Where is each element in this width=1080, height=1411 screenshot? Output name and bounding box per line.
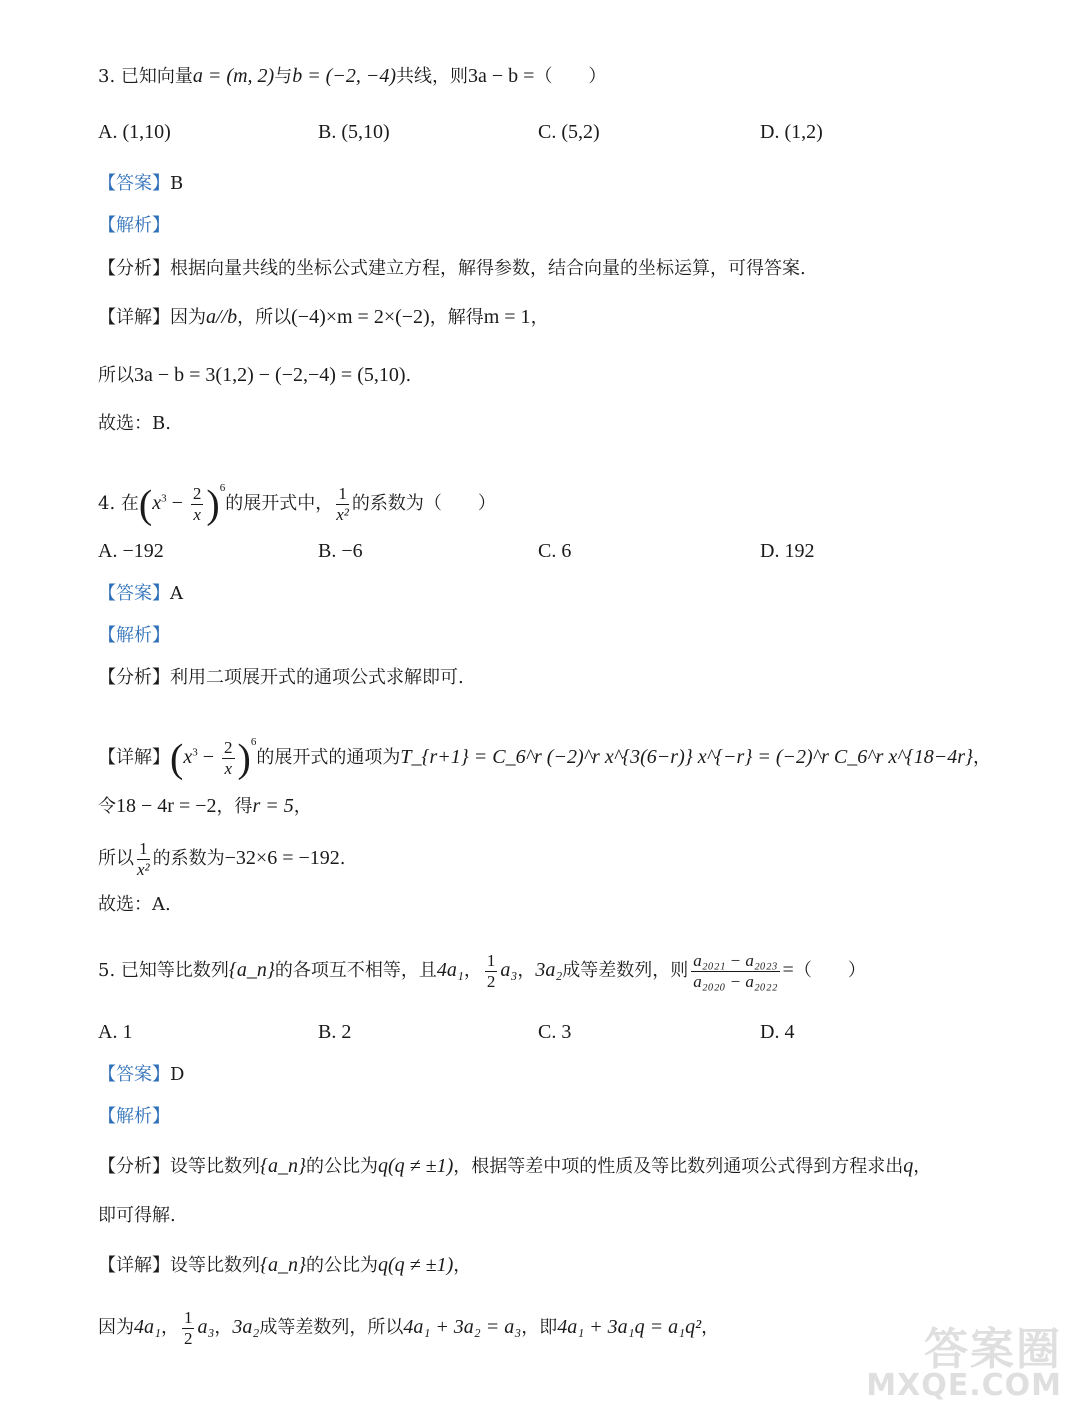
q5-detail-line2: 因为4a₁， $\frac{1}{2}$ a₃，3a₂成等差数列，所以4a₁ + 3a₂ = a₃，即4a₁ + 3a₁q = a₁q²， xyxy=(98,1307,720,1348)
q5-option-a: A. 1 xyxy=(98,1021,133,1043)
q3-option-a: A. (1,10) xyxy=(98,121,171,143)
q4-detail-line2: 令18 − 4r = −2，得r = 5， xyxy=(98,795,312,817)
q5-option-b: B. 2 xyxy=(318,1021,352,1043)
q4-answer: 【答案】A xyxy=(98,583,183,604)
q5-fenxi-cont: 即可得解. xyxy=(98,1205,176,1226)
q4-number: 4. xyxy=(98,493,116,514)
q5-fenxi: 【分析】设等比数列{a_n}的公比为q(q ≠ ±1)，根据等差中项的性质及等比数列通项公式得到方程求出q， xyxy=(98,1155,932,1177)
q5-option-c: C. 3 xyxy=(538,1021,572,1043)
watermark-bottom: MXQE.COM xyxy=(866,1368,1062,1403)
q3-answer: 【答案】B xyxy=(98,173,184,194)
q3-detail-line2: 所以3a − b = 3(1,2) − (−2,−4) = (5,10). xyxy=(98,364,412,386)
q5-number: 5. xyxy=(98,960,116,981)
q4-option-b: B. −6 xyxy=(318,540,363,562)
q4-fenxi: 【分析】利用二项展开式的通项公式求解即可. xyxy=(98,667,464,688)
q5-stem: 5. 已知等比数列{a_n}的各项互不相等，且4a₁， $\frac{1}{2}$ a₃，3a₂成等差数列，则 $\frac{\text{a₂₀₂₁ − a₂₀₂₃}}{\text{a₂₀₂₀ − a₂₀₂₂}}$ =（ ） xyxy=(98,950,866,991)
q3-expression: 3a − b = xyxy=(468,65,535,87)
q3-option-d: D. (1,2) xyxy=(760,121,823,143)
q4-answer-value: A xyxy=(170,583,183,604)
q3-answer-value: B xyxy=(170,173,184,194)
q3-detail: 【详解】因为a//b，所以(−4)×m = 2×(−2)，解得m = 1， xyxy=(98,306,549,328)
q4-detail-line3: 所以 $\frac{1}{\text{x²}}$ 的系数为−32×6 = −192. xyxy=(98,838,346,879)
q3-vector-b: b = (−2, −4) xyxy=(292,65,396,87)
q3-conclusion: 故选：B. xyxy=(98,413,171,434)
q4-detail: 【详解】($x^3$ − $\frac{2}{x}$ )$^6$的展开式的通项为T_{r+1} = C_6^r (−2)^r x^{3(6−r)} x^{−r} = (−2)^r C_6^r x^{18−4r}， xyxy=(98,735,992,781)
q5-half: $\frac{1}{2}$ xyxy=(486,950,496,991)
q5-ratio: $\frac{\text{a₂₀₂₁ − a₂₀₂₃}}{\text{a₂₀₂₀ − a₂₀₂₂}}$ xyxy=(693,950,778,991)
q3-number: 3. xyxy=(98,66,116,87)
q5-answer: 【答案】D xyxy=(98,1064,185,1085)
q3-option-c: C. (5,2) xyxy=(538,121,600,143)
q3-analysis-heading: 【解析】 xyxy=(98,215,170,236)
q4-inverse-x2: $\frac{1}{\text{x²}}$ xyxy=(336,483,349,524)
q4-option-c: C. 6 xyxy=(538,540,572,562)
q3-option-b: B. (5,10) xyxy=(318,121,390,143)
q5-detail: 【详解】设等比数列{a_n}的公比为q(q ≠ ±1)， xyxy=(98,1254,472,1276)
watermark-top: 答案圈 xyxy=(924,1324,1062,1375)
q3-stem: 3. 已知向量a = (m, 2)与b = (−2, −4)共线，则3a − b =（ ） xyxy=(98,65,607,87)
q5-analysis-heading: 【解析】 xyxy=(98,1106,170,1127)
q4-analysis-heading: 【解析】 xyxy=(98,625,170,646)
q4-binomial: ($x^3$ − $\frac{2}{x}$ )$^6$ xyxy=(138,481,226,527)
q4-option-a: A. −192 xyxy=(98,540,164,562)
q4-conclusion: 故选：A. xyxy=(98,894,171,915)
q3-fenxi: 【分析】根据向量共线的坐标公式建立方程，解得参数，结合向量的坐标运算，可得答案. xyxy=(98,258,806,279)
q3-vector-a: a = (m, 2) xyxy=(192,65,275,87)
watermark-logo xyxy=(866,1313,1062,1403)
q4-stem: 4. 在($x^3$ − $\frac{2}{x}$ )$^6$的展开式中， $\frac{1}{\text{x²}}$ 的系数为（ ） xyxy=(98,481,496,527)
q5-option-d: D. 4 xyxy=(760,1021,795,1043)
q4-option-d: D. 192 xyxy=(760,540,815,562)
q5-answer-value: D xyxy=(170,1064,185,1085)
